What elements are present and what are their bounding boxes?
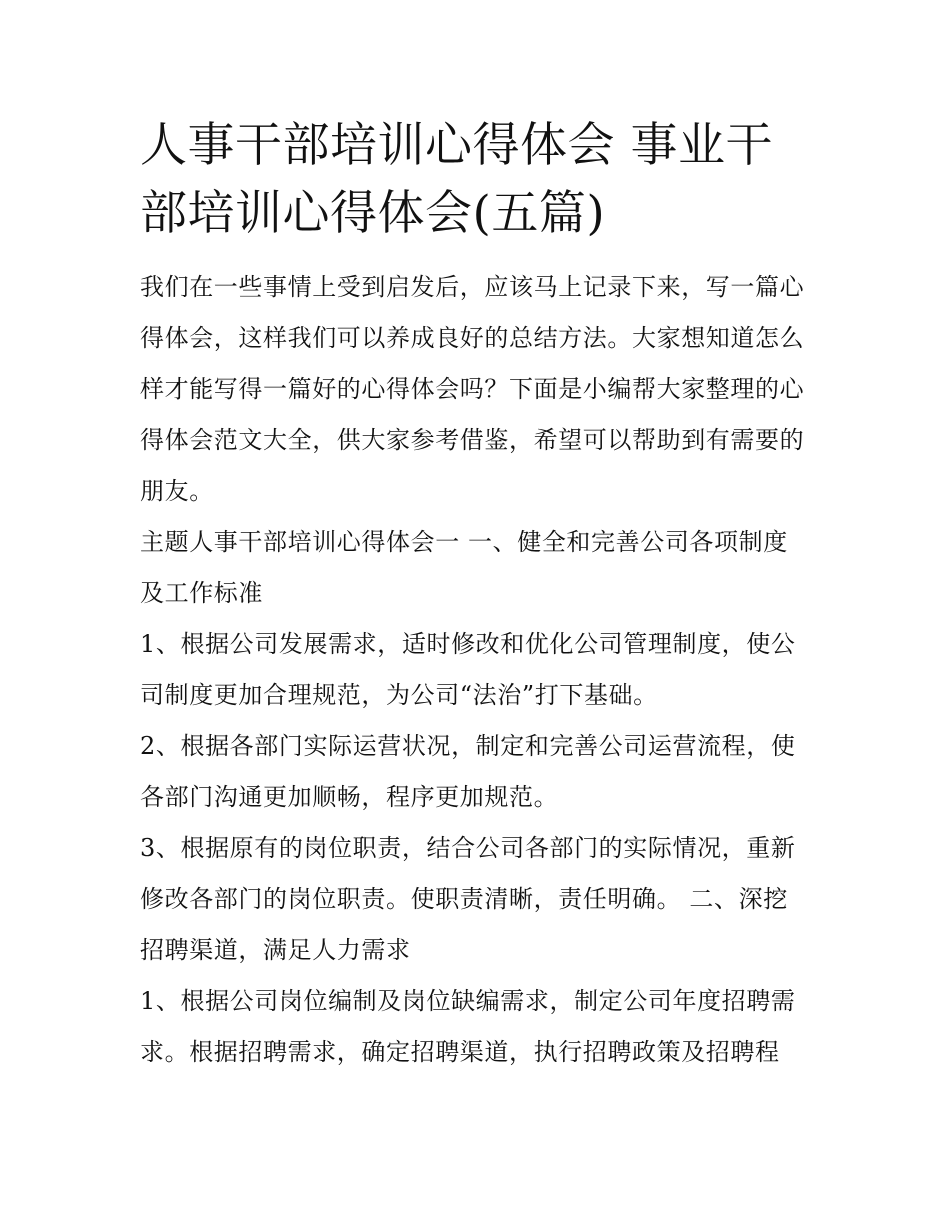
item-paragraph-4: 1、根据公司岗位编制及岗位缺编需求，制定公司年度招聘需求。根据招聘需求，确定招聘渠道，执行招聘政策及招聘程: [140, 987, 796, 1066]
intro-paragraph: 我们在一些事情上受到启发后，应该马上记录下来，写一篇心得体会，这样我们可以养成良好的总结方法。大家想知道怎么样才能写得一篇好的心得体会吗？下面是小编帮大家整理的心得体会范文大全，供大家参考借鉴，希望可以帮助到有需要的朋友。: [140, 273, 805, 505]
item-paragraph-1: 1、根据公司发展需求，适时修改和优化公司管理制度，使公司制度更加合理规范，为公司“法治”打下基础。: [140, 630, 796, 709]
document-page: [140, 112, 812, 1078]
section-heading-paragraph: 主题人事干部培训心得体会一 一、健全和完善公司各项制度及工作标准: [140, 528, 788, 607]
item-paragraph-2: 2、根据各部门实际运营状况，制定和完善公司运营流程，使各部门沟通更加顺畅，程序更加规范。: [140, 732, 796, 811]
item-paragraph-3: 3、根据原有的岗位职责，结合公司各部门的实际情况，重新修改各部门的岗位职责。使职责清晰，责任明确。 二、深挖招聘渠道，满足人力需求: [140, 834, 796, 964]
document-title: 人事干部培训心得体会 事业干部培训心得体会(五篇): [140, 118, 773, 241]
